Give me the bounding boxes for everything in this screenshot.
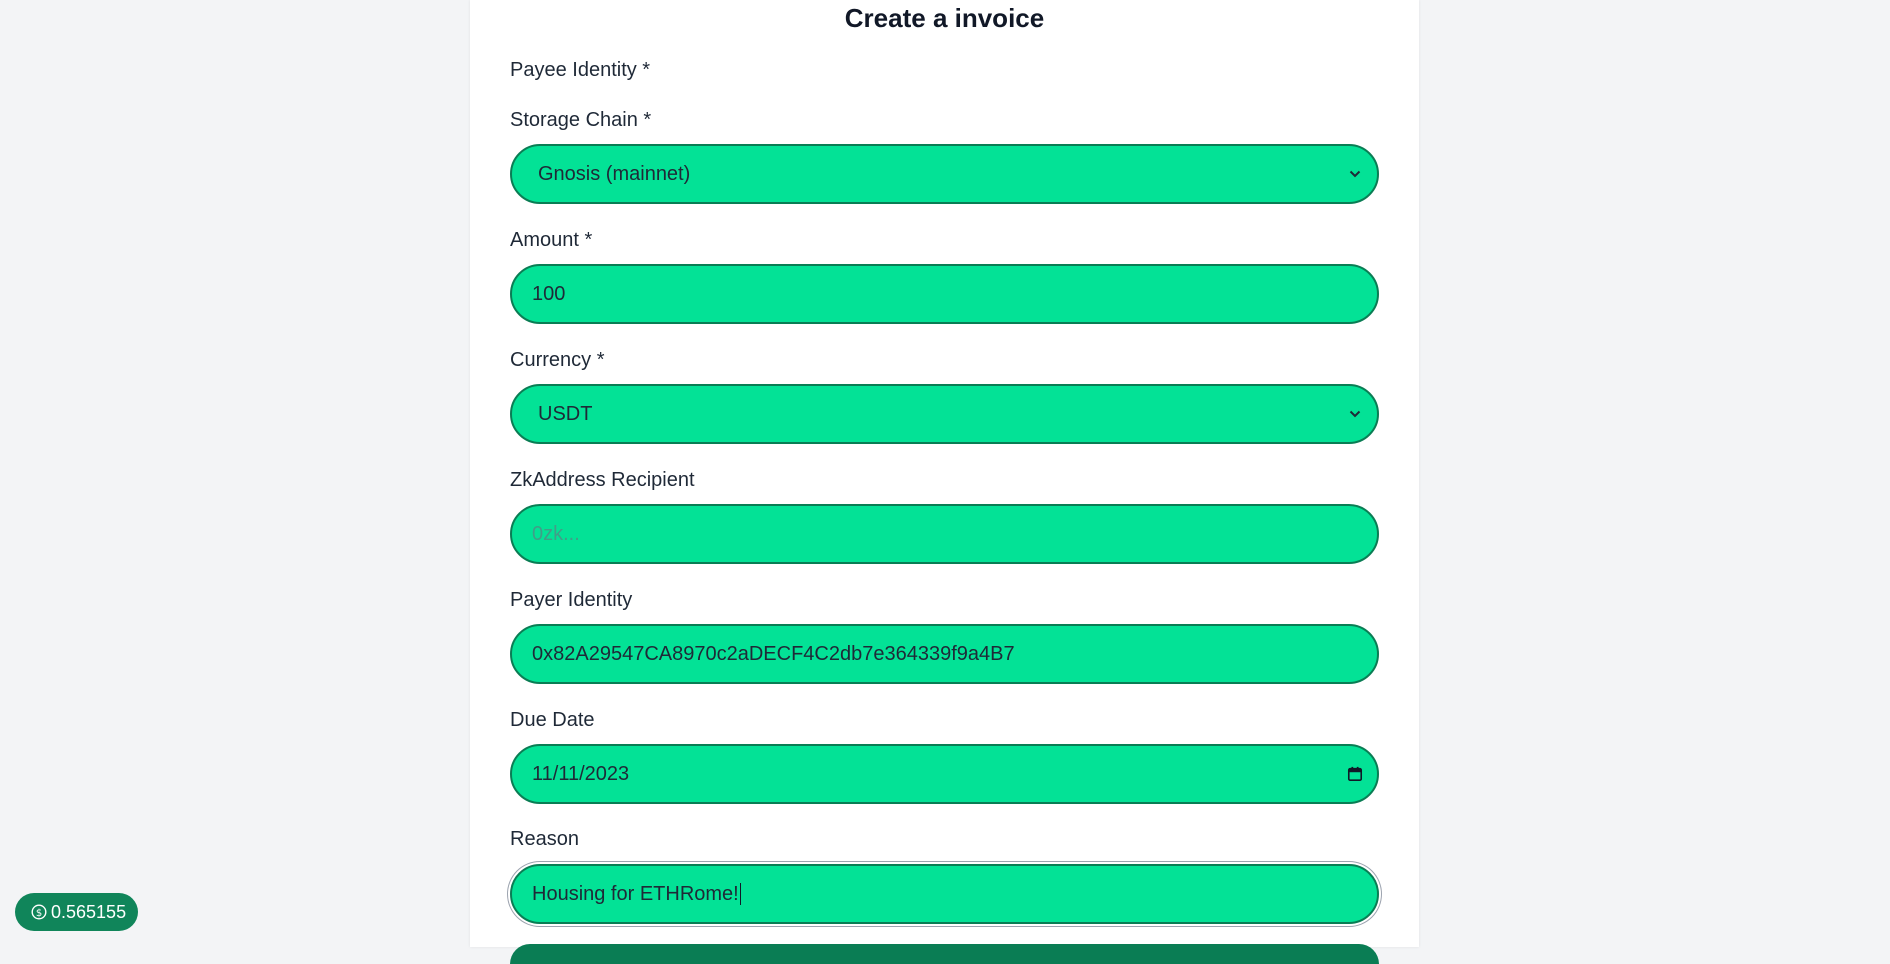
calendar-icon[interactable]	[1347, 766, 1363, 782]
svg-text:$: $	[35, 907, 43, 919]
due-date-label: Due Date	[510, 709, 595, 731]
currency-select[interactable]	[510, 384, 1379, 444]
reason-label: Reason	[510, 828, 579, 850]
invoice-form-card	[470, 0, 1419, 947]
reason-value: Housing for ETHRome!	[532, 882, 739, 905]
due-date-input[interactable]	[510, 744, 1379, 804]
amount-value: 100	[532, 282, 566, 305]
payer-identity-value: 0x82A29547CA8970c2aDECF4C2db7e364339f9a4B7	[532, 642, 1015, 665]
balance-value: 0.565155	[51, 901, 127, 922]
chevron-down-icon	[1347, 406, 1363, 422]
amount-input[interactable]	[510, 264, 1379, 324]
storage-chain-select[interactable]	[510, 144, 1379, 204]
currency-label: Currency *	[510, 349, 605, 371]
payer-identity-input[interactable]	[510, 624, 1379, 684]
payee-identity-label: Payee Identity *	[510, 59, 651, 81]
amount-label: Amount *	[510, 229, 593, 251]
balance-badge[interactable]	[15, 893, 138, 931]
zk-address-placeholder: 0zk...	[532, 522, 580, 545]
storage-chain-label: Storage Chain *	[510, 109, 652, 131]
storage-chain-value: Gnosis (mainnet)	[538, 162, 691, 185]
text-caret	[740, 883, 741, 905]
page-title: Create a invoice	[844, 3, 1045, 33]
chevron-down-icon	[1347, 166, 1363, 182]
due-date-value: 11/11/2023	[532, 762, 630, 785]
reason-input[interactable]	[510, 864, 1379, 924]
dollar-coin-icon	[31, 904, 47, 920]
payer-identity-label: Payer Identity	[510, 589, 633, 611]
submit-button[interactable]	[510, 944, 1379, 964]
zk-address-input[interactable]	[510, 504, 1379, 564]
currency-value: USDT	[538, 402, 593, 425]
zk-address-label: ZkAddress Recipient	[510, 469, 695, 491]
